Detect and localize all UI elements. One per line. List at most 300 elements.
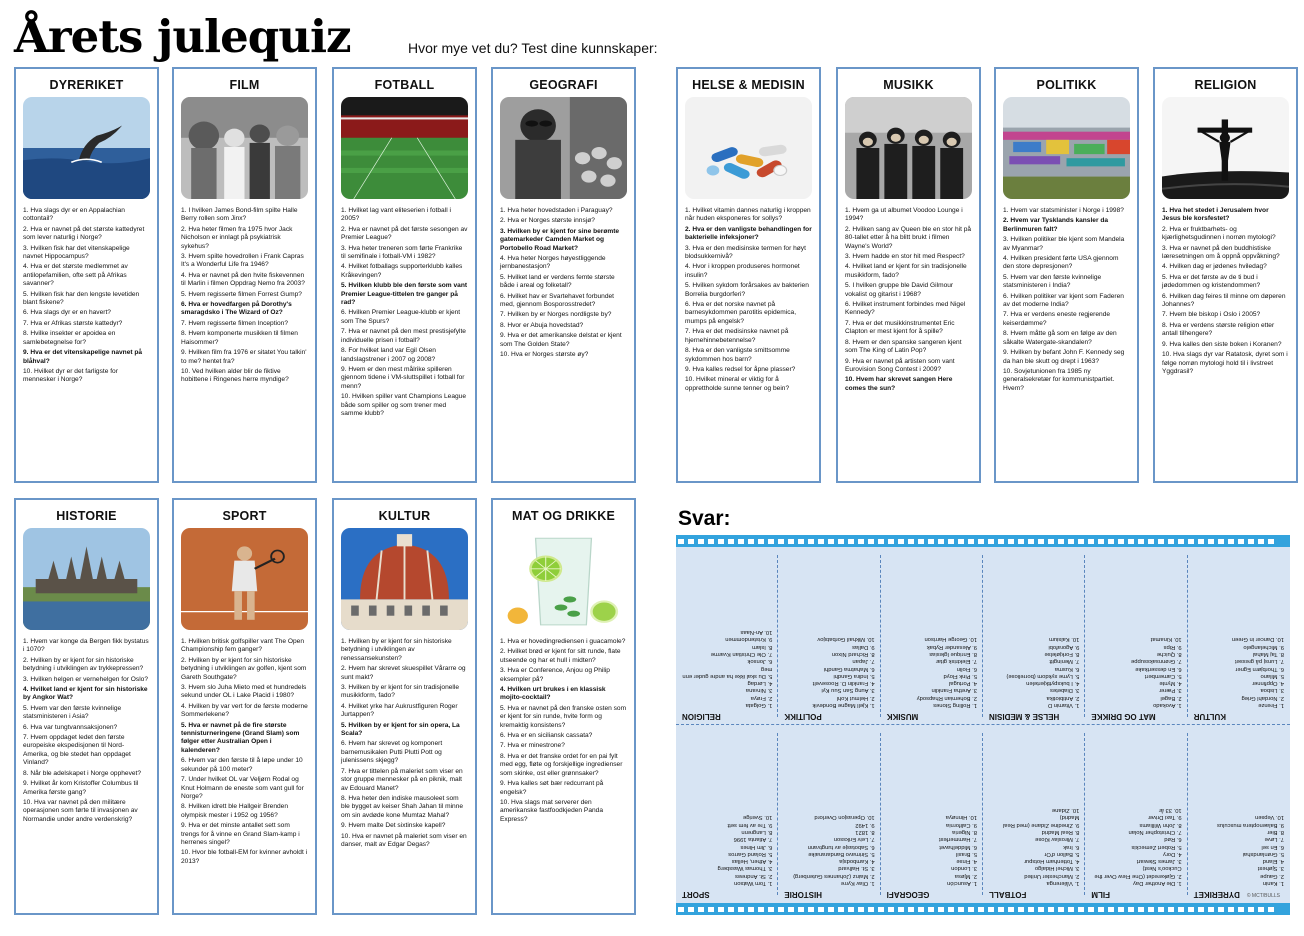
- question-item: 6. Hva er det norske navnet på barnesykdommen parotitis epidemica, mumps på engelsk?: [685, 301, 797, 325]
- film-hole: [798, 907, 804, 912]
- film-hole: [938, 539, 944, 544]
- answer-item: 10. George Harrison: [924, 636, 977, 643]
- card-title: KULTUR: [378, 509, 431, 523]
- answer-item: 10. Sverige: [743, 814, 773, 821]
- answer-item: 5. Indira Gandhi: [833, 672, 875, 679]
- answer-column-title: POLITIKK: [784, 712, 822, 721]
- film-hole: [888, 907, 894, 912]
- question-item: 10. Hva slags dyr var Ratatosk, dyret som i følge norrøn mytologi hold til i livstreet Yggdrasil?: [1162, 351, 1288, 375]
- question-item: 2. Hvilken sang av Queen ble en stor hit på 80-tallet etter å ha blitt brukt i filmen Wayne's World?: [845, 225, 972, 250]
- film-hole: [1048, 539, 1054, 544]
- answer-item: 3. Aung San Suu Kyi: [821, 687, 875, 694]
- question-item: 2. Hvem har skrevet skuespillet Vårarre og sunt makt?: [341, 665, 466, 681]
- answer-item: 8. 1821: [855, 828, 875, 835]
- film-hole: [918, 907, 924, 912]
- card-title: SPORT: [222, 509, 267, 523]
- question-item: 8. Hvem måtte gå som en følge av den såkalte Watergate-skandalen?: [1003, 330, 1117, 346]
- angkor-wat-photo: [23, 528, 150, 630]
- film-hole: [788, 907, 794, 912]
- question-item: 9. Hva er det minste antallet sett som trengs for å vinne en Grand Slam-kamp i herrenes singel?: [181, 822, 300, 846]
- question-item: 7. Hva er tittelen på maleriet som viser en stor gruppe mennesker på en piknik, malt av Edouard Manet?: [341, 767, 463, 792]
- answers-column-divider: [1084, 555, 1085, 717]
- card-title: POLITIKK: [1036, 78, 1097, 92]
- question-item: 1. Hva er hovedingrediensen i guacamole?: [500, 638, 626, 645]
- answers-column-divider: [1187, 555, 1188, 717]
- quiz-card-kultur: [332, 498, 477, 915]
- quiz-card-politikk: [994, 67, 1139, 483]
- answer-list: [887, 813, 977, 886]
- film-hole: [868, 907, 874, 912]
- answer-item: 5. Brasil: [956, 850, 977, 857]
- answer-item: 2. Helmut Kohl: [836, 694, 875, 701]
- question-item: 6. Hvilken politiker var kjent som Faderen av det moderne India?: [1003, 292, 1124, 309]
- question-item: 10. Ved hvilken alder blir de fiktive hobittene i Ringenes herre myndige?: [181, 367, 289, 384]
- answer-column-title: MAT OG DRIKKE: [1091, 712, 1156, 721]
- answer-item: 7. Miroslav Klose: [1035, 836, 1080, 843]
- film-hole: [808, 907, 814, 912]
- answer-item: 10. Operasjon Overlord: [814, 814, 875, 821]
- question-item: 1. Hvem ga ut albumet Voodoo Lounge i 1994?: [845, 207, 963, 223]
- answer-item: 10. Dancer in Green: [1231, 636, 1284, 643]
- film-hole: [1188, 907, 1194, 912]
- film-hole: [898, 539, 904, 544]
- question-item: 2. Hvilket brød er kjent for sitt runde, flate utseende og har et hull i midten?: [500, 648, 621, 664]
- film-hole: [948, 539, 954, 544]
- question-list: [1003, 207, 1130, 393]
- film-hole: [698, 907, 704, 912]
- wizard-of-oz-photo: [181, 97, 308, 199]
- answer-column: [881, 725, 983, 903]
- band-photo: [845, 97, 972, 199]
- answer-item: 10. Mikhail Gorbatsjov: [817, 636, 875, 643]
- film-hole: [1118, 539, 1124, 544]
- question-item: 9. Hvem er den mest målrike spilleren gjennom tidene i VM-sluttspillet i fotball for menn?: [341, 365, 465, 390]
- answer-item: 9. Rips: [1163, 643, 1182, 650]
- film-strip-bottom: [676, 903, 1290, 915]
- film-hole: [1158, 539, 1164, 544]
- answer-item: 8. Langrenn: [741, 828, 773, 835]
- question-item: 7. Hva er det medisinske navnet på hjernehinnebetennelse?: [685, 328, 789, 344]
- answer-item: 5. Du skal ikke ha andre guder enn meg: [682, 665, 773, 679]
- film-hole: [1008, 907, 1014, 912]
- answer-list: [784, 635, 874, 708]
- answer-item: 8. Taj Mahal: [1252, 650, 1284, 657]
- question-item: 4. Hvilken by var vert for de første moderne Sommerlekene?: [181, 702, 308, 719]
- film-hole: [1218, 539, 1224, 544]
- film-hole: [1178, 539, 1184, 544]
- answer-item: 2. Frøya: [750, 694, 773, 701]
- answer-item: 4. Dory: [1162, 850, 1182, 857]
- question-item: 3. Hvem hadde en stor hit med Respect?: [845, 253, 965, 261]
- answers-column-divider: [982, 555, 983, 717]
- answer-item: 10. Hinnøya: [945, 814, 977, 821]
- film-hole: [1078, 539, 1084, 544]
- question-item: 8. Hvilken idrett ble Hallgeir Brenden olympisk mester i 1952 og 1956?: [181, 803, 289, 819]
- answer-item: 3. Lisboa: [1260, 687, 1284, 694]
- question-item: 4. Hva er navnet på den hvite fiskevennen til Marlin i filmen Oppdrag Nemo fra 2003?: [181, 271, 305, 288]
- question-item: 8. Hvem komponerte musikken til filmen Haisommer?: [181, 330, 298, 346]
- question-item: 6. Hvilken dag feires til minne om døperen Johannes?: [1162, 292, 1286, 309]
- question-item: 8. Hvem er den spanske sangeren kjent som The King of Latin Pop?: [845, 338, 962, 355]
- answer-item: 6. Mahatma Gandhi: [823, 665, 875, 672]
- question-item: 2. Hva er fruktbarhets- og kjærlighetsgudinnen i norrøn mytologi?: [1162, 225, 1276, 242]
- answer-list: [682, 813, 772, 886]
- answer-item: 2. Nordahl Grieg: [1241, 694, 1284, 701]
- film-hole: [1028, 907, 1034, 912]
- question-item: 4. Hvilket land er kjent for sin tradisjonelle musikkform, fado?: [845, 263, 967, 279]
- answer-item: 4. Lørdag: [747, 680, 773, 687]
- answer-item: 7. Japan: [852, 658, 875, 665]
- answer-item: 2. Antibiotika: [1046, 694, 1080, 701]
- card-title: HISTORIE: [56, 509, 117, 523]
- answer-item: 7. Elektrisk gitar: [935, 658, 977, 665]
- question-item: 8. For hvilket land var Egil Olsen landslagstrener i 2007 og 2008?: [341, 347, 436, 363]
- film-hole: [898, 907, 904, 912]
- answer-item: 1. Olav Kyrre: [840, 880, 875, 886]
- film-hole: [868, 539, 874, 544]
- question-item: 10. Hvor ble fotball-EM for kvinner avholdt i 2013?: [181, 849, 308, 865]
- question-item: 4. Hva heter Norges høyestliggende jernbanestasjon?: [500, 255, 606, 271]
- question-item: 6. Hva var tungtvannsaksjonen?: [23, 723, 118, 731]
- question-item: 6. Hvem var den første til å løpe under 10 sekunder på 100 meter?: [181, 757, 303, 773]
- answer-item: 8. Islam: [752, 643, 773, 650]
- film-hole: [738, 539, 744, 544]
- answers-column-divider: [880, 733, 881, 895]
- film-hole: [858, 907, 864, 912]
- film-hole: [998, 907, 1004, 912]
- answers-grid: [676, 547, 1290, 903]
- question-item: 5. Hvilken by er kjent for sin opera, La Scala?: [341, 721, 460, 738]
- card-title: DYRERIKET: [49, 78, 124, 92]
- film-hole: [758, 539, 764, 544]
- film-hole: [1258, 539, 1264, 544]
- film-hole: [768, 907, 774, 912]
- answer-item: 3. Pærer: [1159, 687, 1182, 694]
- card-title: MUSIKK: [883, 78, 934, 92]
- answer-item: 2. Gjøkeredet (One Flew Over the Cuckoo's Nest): [1094, 865, 1182, 879]
- question-item: 6. Hva slags dyr er en havert?: [23, 309, 111, 317]
- answer-item: 8. Enrique Iglesias: [929, 650, 977, 657]
- answers-column-divider: [880, 555, 881, 717]
- film-hole: [1148, 539, 1154, 544]
- answer-item: 9. Taxi Driver: [1147, 814, 1182, 821]
- question-item: 8. Når ble adelskapet i Norge opphevet?: [23, 769, 142, 777]
- question-item: 7. Hva er Afrikas største kattedyr?: [23, 319, 123, 327]
- question-item: 3. Hvilken helgen er vernehelgen for Oslo?: [23, 675, 148, 683]
- answer-column: [1188, 725, 1290, 903]
- answer-item: 2. Bagel: [1160, 694, 1182, 701]
- film-hole: [1038, 539, 1044, 544]
- film-hole: [918, 539, 924, 544]
- question-item: 9. Hva er det amerikanske delstat er kjent som The Golden State?: [500, 332, 622, 348]
- question-item: 3. Hvilken by er kjent for sin tradisjonelle musikkform, fado?: [341, 684, 460, 700]
- question-list: [23, 638, 150, 824]
- question-item: 5. Hvem var den første kvinnelige statsministeren i India?: [1003, 273, 1102, 290]
- answer-item: 6. En dessertkake: [1135, 665, 1182, 672]
- answer-column-title: GEOGRAFI: [886, 890, 930, 899]
- film-hole: [738, 907, 744, 912]
- answer-item: 5. Lyme sykdom (borreliose): [1006, 672, 1080, 679]
- answer-item: 2. Mainz (Johannes Gutenberg): [793, 872, 875, 879]
- question-item: 1. Hvilken by er kjent for sin historiske betydning i utviklingen av renessansekunsten?: [341, 638, 452, 662]
- answer-item: 6. Jim Hines: [740, 843, 773, 850]
- film-hole: [1148, 907, 1154, 912]
- pills-photo: [685, 97, 812, 199]
- question-item: 1. Hvilket lag vant eliteserien i fotball i 2005?: [341, 207, 451, 223]
- film-hole: [958, 907, 964, 912]
- answers-panel: [676, 535, 1290, 915]
- answer-item: 7. Leiv Eriksson: [833, 836, 875, 843]
- answer-item: 3. St. Hallvard: [838, 865, 875, 872]
- answer-list: [784, 813, 874, 886]
- film-hole: [998, 539, 1004, 544]
- film-hole: [878, 907, 884, 912]
- answer-item: 3. Michel Hidalgo: [1034, 865, 1080, 872]
- whale-tail-photo: [23, 97, 150, 199]
- answer-item: 5. Grønlandshai: [1242, 850, 1284, 857]
- card-title: HELSE & MEDISIN: [692, 78, 805, 92]
- film-hole: [978, 539, 984, 544]
- question-item: 2. Hva heter filmen fra 1975 hvor Jack Nicholson er innlagt på psykiatrisk sykehus?: [181, 225, 293, 250]
- film-hole: [908, 539, 914, 544]
- page-title: Årets julequiz: [14, 10, 351, 63]
- answer-column: [1085, 547, 1187, 725]
- question-item: 7. Hvilken by er Norges nordligste by?: [500, 311, 612, 319]
- film-hole: [718, 907, 724, 912]
- film-hole: [1168, 539, 1174, 544]
- quiz-card-historie: [14, 498, 159, 915]
- answer-item: 4. Franklin D. Roosevelt: [812, 680, 875, 687]
- answer-column-title: FOTBALL: [989, 890, 1027, 899]
- film-hole: [728, 907, 734, 912]
- answer-item: 6. Fiolin: [956, 665, 977, 672]
- film-hole: [978, 907, 984, 912]
- answer-list: [1091, 635, 1181, 708]
- question-item: 2. Hva er den vanligste behandlingen for bakterielle infeksjoner?: [685, 225, 812, 242]
- question-item: 5. Hva er navnet på den franske osten som er kjent for sin runde, hvite form og kremaktig konsistens?: [500, 704, 627, 729]
- answer-column: [1188, 547, 1290, 725]
- answer-column: [983, 547, 1085, 725]
- question-item: 1. Hva het stedet i Jerusalem hvor Jesus ble korsfestet?: [1162, 207, 1269, 223]
- question-item: 4. Hvilken dag er jødenes hviledag?: [1162, 263, 1267, 271]
- answer-item: 2. Gaupe: [1260, 872, 1284, 879]
- answers-column-divider: [982, 733, 983, 895]
- question-item: 9. Hva er navnet på artisten som vant Eurovision Song Contest i 2009?: [845, 357, 955, 373]
- question-item: 9. Hva kalles søt bær redcurrant på engelsk?: [500, 780, 604, 796]
- answer-item: 1. Die Another Day: [1133, 880, 1182, 886]
- film-hole: [728, 539, 734, 544]
- quiz-card-mat-og-drikke: [491, 498, 636, 915]
- answer-item: 6. Middelhavet: [939, 843, 977, 850]
- film-hole: [928, 907, 934, 912]
- answer-column-title: SPORT: [682, 890, 710, 899]
- film-hole: [1128, 907, 1134, 912]
- answer-item: 7. Ole Christian Kvarme: [710, 650, 773, 657]
- question-item: 9. Hva er det vitenskapelige navnet på blåhval?: [23, 349, 143, 365]
- question-item: 3. Hvem slo Juha Mieto med et hundredels sekund under OL i Lake Placid i 1980?: [181, 684, 307, 700]
- film-hole: [718, 539, 724, 544]
- question-item: 4. Hvilket land er kjent for sin historiske by Angkor Wat?: [23, 686, 148, 702]
- film-hole: [838, 907, 844, 912]
- answer-item: 9. Michelangelo: [1243, 643, 1284, 650]
- film-hole: [1038, 907, 1044, 912]
- answer-item: 3. Nirvana: [745, 687, 773, 694]
- answer-item: 2. Manchester United: [1024, 872, 1080, 879]
- film-hole: [1138, 539, 1144, 544]
- answer-item: 3. Sjøhest: [1257, 865, 1284, 872]
- question-item: 9. Hvilken by befant John F. Kennedy seg da han ble skutt og drept i 1963?: [1003, 349, 1125, 365]
- answer-item: 3. Thomas Wassberg: [717, 865, 773, 872]
- answer-column: [676, 725, 778, 903]
- answer-item: 1. Asunción: [947, 880, 977, 886]
- question-item: 2. Hva er navnet på det første sesongen av Premier League?: [341, 225, 468, 242]
- answer-item: 8. Forkjølelse: [1044, 650, 1080, 657]
- question-item: 8. Hvor er Abuja hovedstad?: [500, 321, 584, 329]
- answer-column: [881, 547, 983, 725]
- film-hole: [908, 907, 914, 912]
- stadium-photo: [341, 97, 468, 199]
- answer-column-title: FILM: [1091, 890, 1111, 899]
- answer-item: 5. Robert Zemeckis: [1131, 843, 1182, 850]
- film-hole: [788, 539, 794, 544]
- answer-item: 4. Tottenham Hotspur: [1024, 858, 1080, 865]
- answer-column-title: MUSIKK: [886, 712, 919, 721]
- question-list: [500, 638, 627, 824]
- answer-list: [887, 635, 977, 708]
- answer-list: [989, 635, 1079, 708]
- film-hole: [798, 539, 804, 544]
- film-hole: [848, 907, 854, 912]
- answer-item: 9. 1492: [855, 821, 875, 828]
- card-title: GEOGRAFI: [529, 78, 598, 92]
- question-item: 5. Hvilket land er verdens femte største både i areal og folketall?: [500, 273, 615, 290]
- film-hole: [1268, 907, 1274, 912]
- answer-item: 7. Atlanta 1996: [733, 836, 773, 843]
- quiz-card-dyreriket: [14, 67, 159, 483]
- answer-column: [778, 547, 880, 725]
- film-hole: [748, 539, 754, 544]
- question-item: 1. I hvilken James Bond-film spilte Halle Berry rollen som Jinx?: [181, 207, 298, 223]
- answer-item: 1. Firenze: [1258, 702, 1284, 708]
- film-hole: [968, 907, 974, 912]
- film-hole: [828, 907, 834, 912]
- answer-item: 9. Dallas: [852, 643, 875, 650]
- question-item: 3. Hva er Conference, Anjou og Philip eksempler på?: [500, 667, 610, 683]
- answer-item: 9. Agorafobi: [1048, 643, 1080, 650]
- film-hole: [838, 539, 844, 544]
- question-item: 3. Hva heter treneren som førte Frankrike til semifinale i fotball-VM i 1982?: [341, 244, 463, 261]
- question-list: [1162, 207, 1289, 376]
- film-hole: [928, 539, 934, 544]
- answer-item: 5. Milano: [1260, 672, 1284, 679]
- answer-column: [778, 725, 880, 903]
- answer-item: 7. Christopher Nolan: [1128, 828, 1182, 835]
- film-hole: [818, 907, 824, 912]
- answer-item: 6. Rød: [1164, 836, 1182, 843]
- florence-dome-photo: [341, 528, 468, 630]
- question-list: [23, 207, 150, 385]
- film-hole: [1088, 907, 1094, 912]
- film-hole: [948, 907, 954, 912]
- answer-item: 7. Lunsj på gresset: [1235, 658, 1284, 665]
- question-item: 4. Hvilket fotballags supporterklubb kalles Kråkevingen?: [341, 263, 463, 279]
- question-item: 6. Hvem har skrevet og komponert barnemusikalen Putti Plutti Pott og julenissens skjegg?: [341, 740, 443, 765]
- question-item: 1. Hvem var konge da Bergen fikk bystatus i 1070?: [23, 638, 149, 654]
- quiz-card-film: [172, 67, 317, 483]
- film-hole: [988, 907, 994, 912]
- film-hole: [1058, 907, 1064, 912]
- answer-list: [1194, 813, 1284, 886]
- film-hole: [968, 539, 974, 544]
- film-hole: [1108, 907, 1114, 912]
- film-hole: [678, 907, 684, 912]
- question-item: 3. Hvilken fisk har det vitenskapelige navnet Hippocampus?: [23, 244, 130, 261]
- card-title: MAT OG DRIKKE: [511, 509, 616, 523]
- question-list: [181, 207, 308, 385]
- film-hole: [708, 539, 714, 544]
- question-item: 8. Hva heter den indiske mausoleet som ble bygget av keiser Shah Jahan til minne om sin avdøde kone Mumtaz Mahal?: [341, 794, 464, 819]
- film-hole: [1268, 539, 1274, 544]
- answer-item: 9. California: [946, 821, 977, 828]
- film-hole: [1128, 539, 1134, 544]
- film-hole: [1138, 907, 1144, 912]
- answer-item: 5. Roland Garros: [728, 850, 773, 857]
- answer-item: 4. Mynte: [1159, 680, 1182, 687]
- answer-item: 2. Bohemian Rhapsody: [916, 694, 977, 701]
- question-item: 5. Hvem regisserte filmen Forrest Gump?: [181, 290, 302, 298]
- question-item: 10. Hvem har skrevet sangen Here comes the sun?: [845, 376, 953, 392]
- question-item: 4. Hva er det største medlemmet av antilopefamilien, ofte sett på Afrikas savanner?: [23, 263, 128, 288]
- question-list: [341, 207, 468, 418]
- answer-item: 6. Jonsok: [747, 658, 773, 665]
- question-item: 5. Hvilken fisk har den lengste levetiden blant fiskene?: [23, 290, 140, 307]
- answer-item: 1. Rolling Stones: [933, 702, 977, 708]
- film-hole: [1218, 907, 1224, 912]
- question-item: 10. Sovjetunionen fra 1985 ny generalsekretær for kommunistpartiet. Hvem?: [1003, 367, 1115, 392]
- answer-column-title: KULTUR: [1193, 712, 1226, 721]
- question-item: 8. Hvilke insekter er apoidea en samlebetegnelse for?: [23, 330, 116, 346]
- question-item: 10. Hvilket dyr er det farligste for mennesker i Norge?: [23, 367, 118, 384]
- answer-list: [989, 806, 1079, 886]
- film-hole: [688, 907, 694, 912]
- answer-item: 10. 33 år: [1158, 807, 1182, 814]
- question-item: 5. Hva er det første av de ti bud i jødedommen og kristendommen?: [1162, 273, 1261, 290]
- film-hole: [1228, 539, 1234, 544]
- answer-item: 10. Zidane: [1051, 807, 1080, 814]
- question-item: 7. Hva er det musikkinstrumentet Eric Clapton er mest kjent for å spille?: [845, 319, 955, 336]
- film-hole: [1068, 907, 1074, 912]
- answer-item: 5. Pink Floyd: [943, 672, 977, 679]
- answer-item: 4. Portugal: [948, 680, 977, 687]
- answer-item: 9. Tre av fem sett: [727, 821, 773, 828]
- answers-column-divider: [777, 555, 778, 717]
- film-hole: [698, 539, 704, 544]
- question-item: 7. Hva er minestrone?: [500, 742, 565, 750]
- question-item: 10. Hva er navnet på maleriet som viser en danser, malt av Edgar Degas?: [341, 832, 467, 848]
- answers-column-divider: [1187, 733, 1188, 895]
- question-item: 6. Hvilket hav er Svartehavet forbundet med, gjennom Bosporosstredet?: [500, 292, 614, 309]
- answers-column-divider: [777, 733, 778, 895]
- film-hole: [1018, 907, 1024, 912]
- film-hole: [848, 539, 854, 544]
- question-item: 10. Hva er Norges største øy?: [500, 351, 589, 359]
- film-hole: [1178, 907, 1184, 912]
- film-hole: [988, 539, 994, 544]
- answer-item: 8. Real Madrid: [1041, 828, 1080, 835]
- answer-item: 3. Aretha Franklin: [931, 687, 977, 694]
- question-item: 9. Hva kalles redsel for åpne plasser?: [685, 365, 796, 373]
- answer-item: 7. Meningitt: [1049, 658, 1080, 665]
